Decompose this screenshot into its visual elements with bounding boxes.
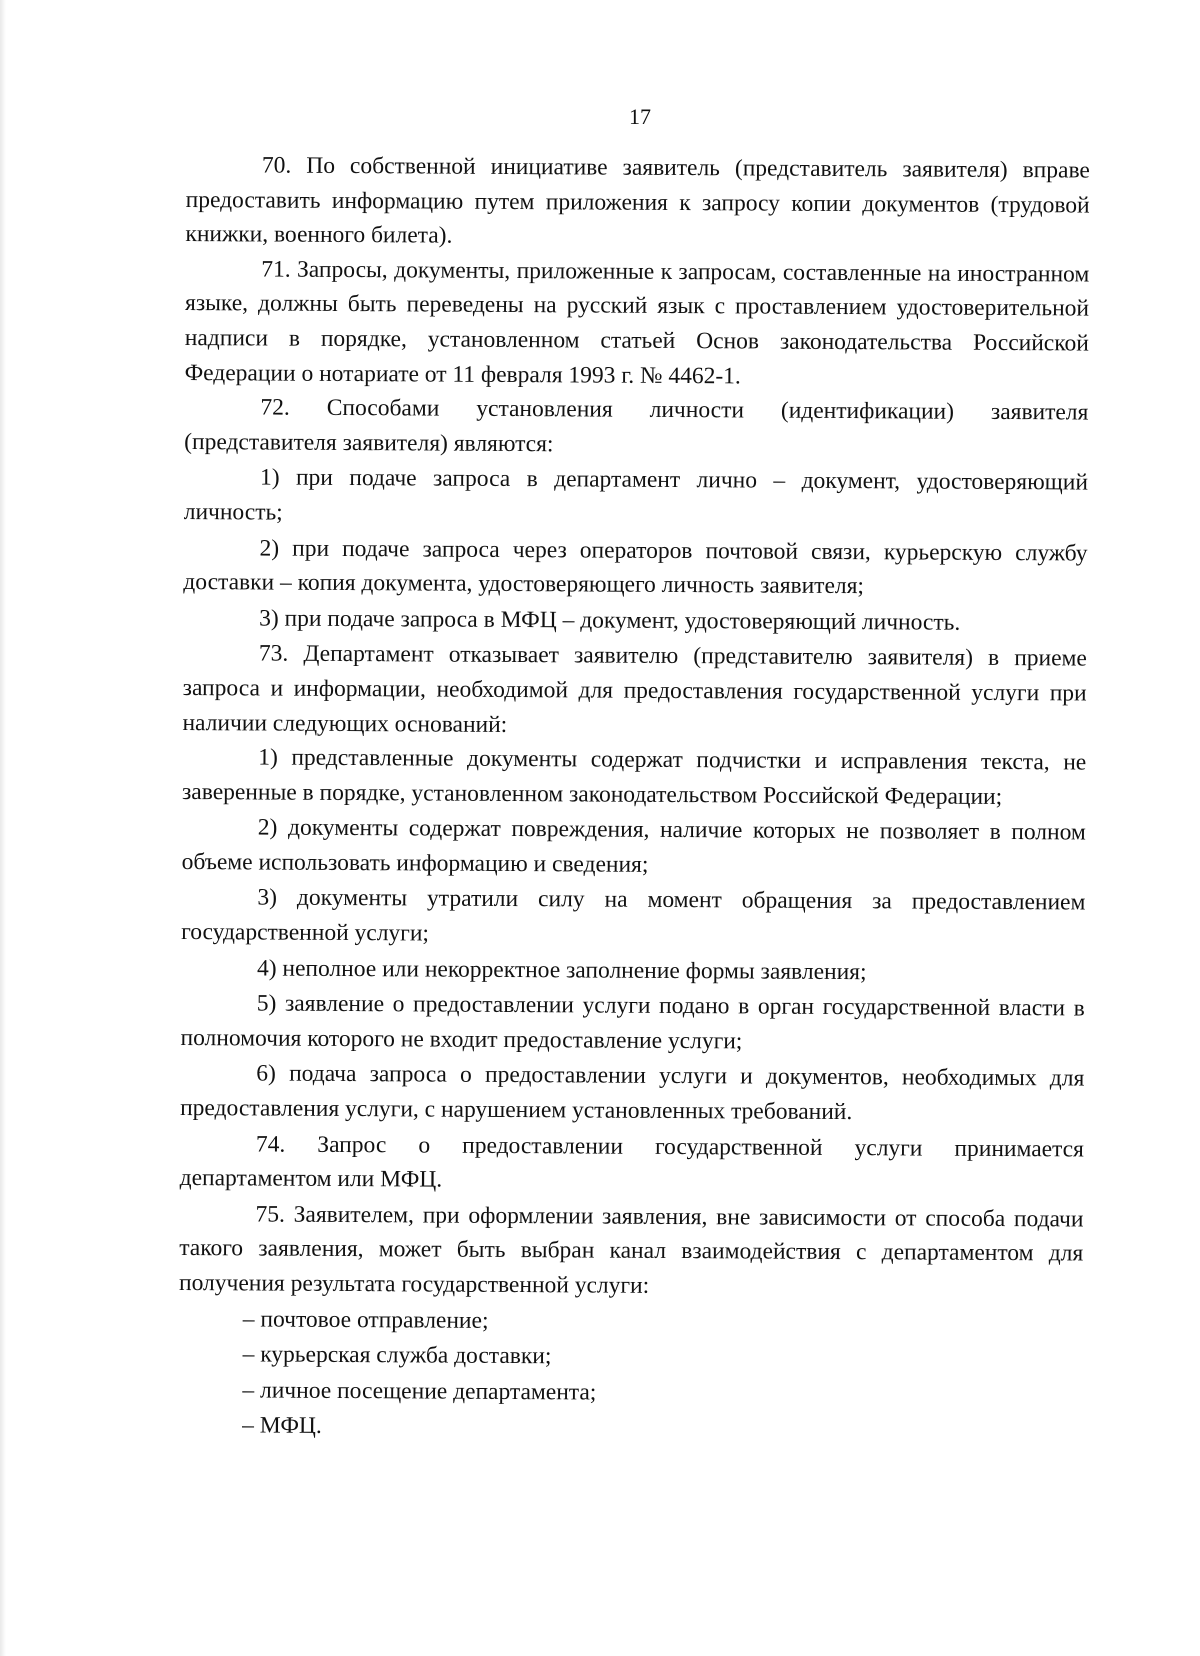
paragraph-73-item-3: 3) документы утратили силу на момент обращения за предоставлением государственной услуги; xyxy=(181,884,1086,947)
page-number: 17 xyxy=(629,104,651,129)
channel-item: – МФЦ. xyxy=(242,1412,322,1440)
paragraph-70: 70. По собственной инициативе заявитель (представитель заявителя) вправе предоставить информацию путем приложения к запросу копии документов (трудовой книжки, военного билета). xyxy=(185,152,1090,249)
paragraph-73-item-4: 4) неполное или некорректное заполнение формы заявления; xyxy=(256,955,867,985)
paragraph-73-item-5: 5) заявление о предоставлении услуги подано в орган государственной власти в полномочия которого не входит предоставление услуги; xyxy=(180,990,1085,1055)
channel-item: – курьерская служба доставки; xyxy=(242,1341,552,1370)
paragraph-73-item-2: 2) документы содержат повреждения, наличие которых не позволяет в полном объеме использовать информацию и сведения; xyxy=(181,814,1086,878)
channel-item: – почтовое отправление; xyxy=(242,1305,489,1334)
paragraph-73-item-1: 1) представленные документы содержат подчистки и исправления текста, не заверенные в порядке, установленном законодательством Российской Федерации; xyxy=(181,744,1087,810)
paragraph-71: 71. Запросы, документы, приложенные к запросам, составленные на иностранном языке, должны быть переведены на русский язык с проставлением удостоверительной надписи в порядке, установленном статьей Основ законодательства Российской Федерации о нотариате от 11 февраля 1993 г. № 4462-1. xyxy=(184,256,1090,389)
paragraph-73: 73. Департамент отказывает заявителю (представителю заявителя) в приеме запроса и информации, необходимой для предоставления государственной услуги при наличии следующих оснований: xyxy=(182,640,1087,738)
paragraph-72-item-3: 3) при подаче запроса в МФЦ – документ, удостоверяющий личность. xyxy=(259,605,961,636)
paragraph-72-item-1: 1) при подаче запроса в департамент лично – документ, удостоверяющий личность; xyxy=(183,464,1089,526)
document-body xyxy=(178,148,1090,1448)
scan-edge xyxy=(0,0,6,1656)
paragraph-73-item-6: 6) подача запроса о предоставлении услуги и документов, необходимых для предоставления услуги, с нарушением установленных требований. xyxy=(180,1060,1085,1126)
paragraph-75: 75. Заявителем, при оформлении заявления, вне зависимости от способа подачи такого заявления, может быть выбран канал взаимодействия с департаментом для получения результата государственной услуги: xyxy=(178,1201,1084,1299)
channel-item: – личное посещение департамента; xyxy=(242,1377,597,1406)
paragraph-72-item-2: 2) при подаче запроса через операторов почтовой связи, курьерскую службу доставки – копия документа, удостоверяющего личность заявителя; xyxy=(183,534,1088,600)
paragraph-72: 72. Способами установления личности (идентификации) заявителя (представителя заявителя) являются: xyxy=(184,394,1089,457)
paragraph-74: 74. Запрос о предоставлении государственной услуги принимается департаментом или МФЦ. xyxy=(179,1131,1084,1193)
